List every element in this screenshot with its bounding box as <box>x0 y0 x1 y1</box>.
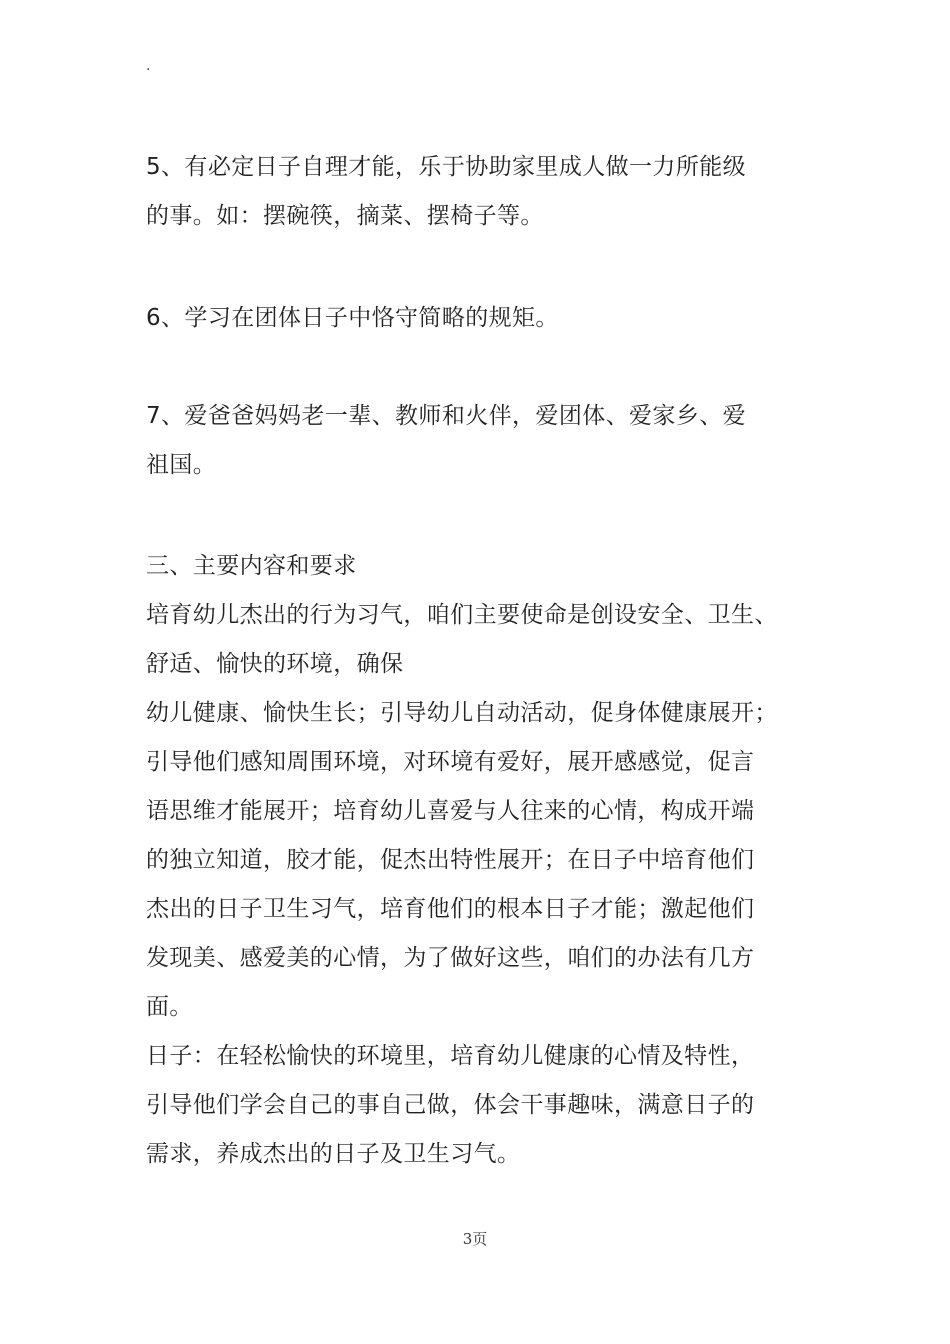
text-line: 祖国。 <box>146 452 217 478</box>
text-line: 杰出的日子卫生习气，培育他们的根本日子才能；激起他们 <box>146 896 755 922</box>
text-line: 发现美、感爱美的心情，为了做好这些，咱们的办法有几方 <box>146 945 755 971</box>
header-mark: . <box>146 58 151 74</box>
text-line: 需求，养成杰出的日子及卫生习气。 <box>146 1141 521 1167</box>
text-line: 引导他们感知周围环境，对环境有爱好，展开感感觉，促言 <box>146 749 755 775</box>
text-line: 语思维才能展开；培育幼儿喜爱与人往来的心情，构成开端 <box>146 798 755 824</box>
list-item-6 <box>146 294 816 343</box>
text-line: 的独立知道，胶才能，促杰出特性展开；在日子中培育他们 <box>146 847 755 873</box>
text-line: 6、学习在团体日子中恪守简略的规矩。 <box>146 305 559 331</box>
section-heading: 三、主要内容和要求 <box>146 553 357 579</box>
text-line: 面。 <box>146 994 193 1020</box>
text-line: 培育幼儿杰出的行为习气，咱们主要使命是创设安全、卫生、 <box>146 602 778 628</box>
page-number: 3页 <box>462 1230 488 1248</box>
text-line: 日子：在轻松愉快的环境里，培育幼儿健康的心情及特性， <box>146 1043 755 1069</box>
list-item-7 <box>146 392 816 490</box>
list-item-5 <box>146 143 816 241</box>
text-line: 引导他们学会自己的事自己做，体会干事趣味，满意日子的 <box>146 1092 755 1118</box>
text-line: 的事。如：摆碗筷，摘菜、摆椅子等。 <box>146 203 544 229</box>
text-line: 舒适、愉快的环境，确保 <box>146 651 404 677</box>
text-line: 7、爱爸爸妈妈老一辈、教师和火伴，爱团体、爱家乡、爱 <box>146 403 747 429</box>
text-line: 幼儿健康、愉快生长；引导幼儿自动活动，促身体健康展开； <box>146 700 778 726</box>
text-line: 5、有必定日子自理才能，乐于协助家里成人做一力所能级 <box>146 154 747 180</box>
section-3 <box>146 542 816 1179</box>
